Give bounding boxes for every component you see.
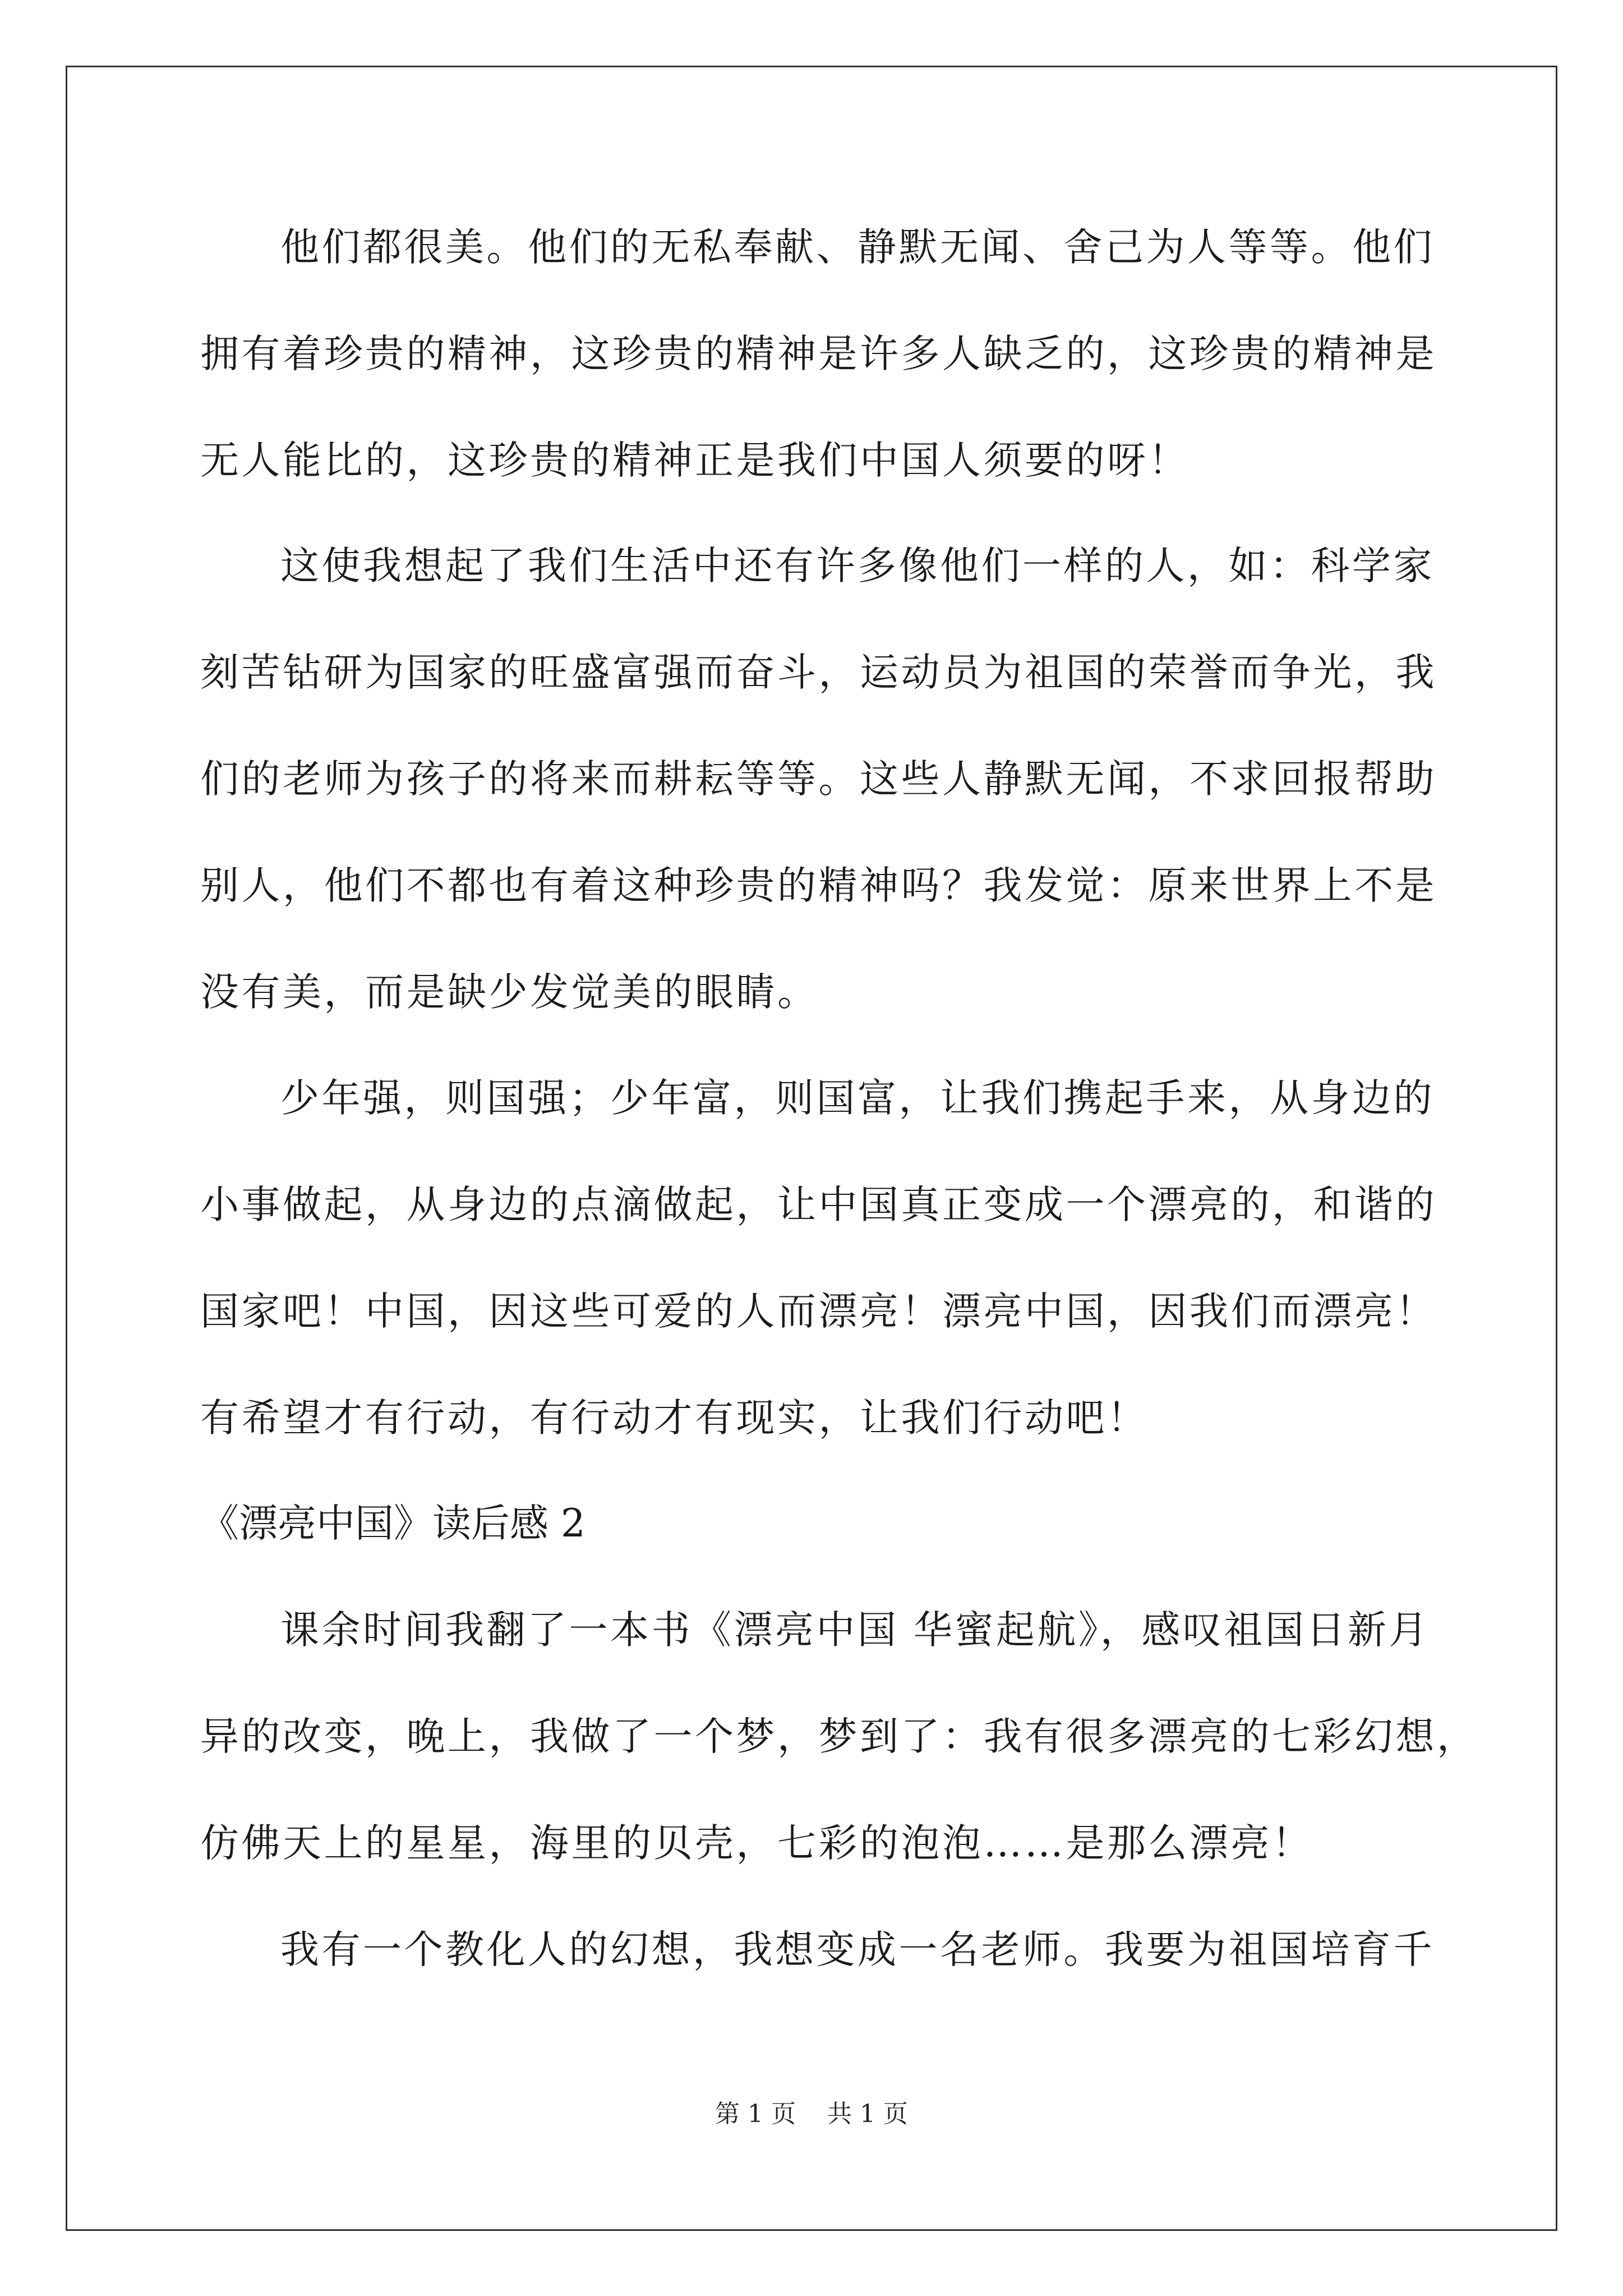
paragraph-line-15: 异的改变，晚上，我做了一个梦，梦到了：我有很多漂亮的七彩幻想， (200, 1714, 1478, 1759)
paragraph-line-2: 拥有着珍贵的精神，这珍贵的精神是许多人缺乏的，这珍贵的精神是 (200, 332, 1437, 376)
paragraph-line-14: 课余时间我翻了一本书《漂亮中国 华蜜起航》，感叹祖国日新月 (280, 1608, 1430, 1653)
paragraph-line-9: 少年强，则国强；少年富，则国富，让我们携起手来，从身边的 (280, 1076, 1435, 1121)
paragraph-line-5: 刻苦钻研为国家的旺盛富强而奋斗，运动员为祖国的荣誉而争光，我 (200, 650, 1437, 695)
paragraph-line-1: 他们都很美。他们的无私奉献、静默无闻、舍己为人等等。他们 (280, 225, 1435, 270)
paragraph-line-12: 有希望才有行动，有行动才有现实，让我们行动吧！ (200, 1396, 1149, 1441)
page-border (66, 66, 1557, 2231)
paragraph-line-16: 仿佛天上的星星，海里的贝壳，七彩的泡泡……是那么漂亮！ (200, 1821, 1313, 1866)
paragraph-line-3: 无人能比的，这珍贵的精神正是我们中国人须要的呀！ (200, 438, 1189, 483)
paragraph-line-7: 别人，他们不都也有着这种珍贵的精神吗？我发觉：原来世界上不是 (200, 863, 1437, 908)
paragraph-line-4: 这使我想起了我们生活中还有许多像他们一样的人，如：科学家 (280, 544, 1435, 588)
paragraph-line-6: 们的老师为孩子的将来而耕耘等等。这些人静默无闻，不求回报帮助 (200, 757, 1437, 802)
paragraph-line-17: 我有一个教化人的幻想，我想变成一名老师。我要为祖国培育千 (280, 1927, 1435, 1972)
paragraph-line-11: 国家吧！中国，因这些可爱的人而漂亮！漂亮中国，因我们而漂亮！ (200, 1289, 1437, 1334)
section-heading: 《漂亮中国》读后感 2 (200, 1501, 585, 1546)
page-footer: 第 1 页 共 1 页 (715, 2100, 908, 2128)
paragraph-line-8: 没有美，而是缺少发觉美的眼睛。 (200, 970, 819, 1015)
paragraph-line-10: 小事做起，从身边的点滴做起，让中国真正变成一个漂亮的，和谐的 (200, 1182, 1437, 1227)
